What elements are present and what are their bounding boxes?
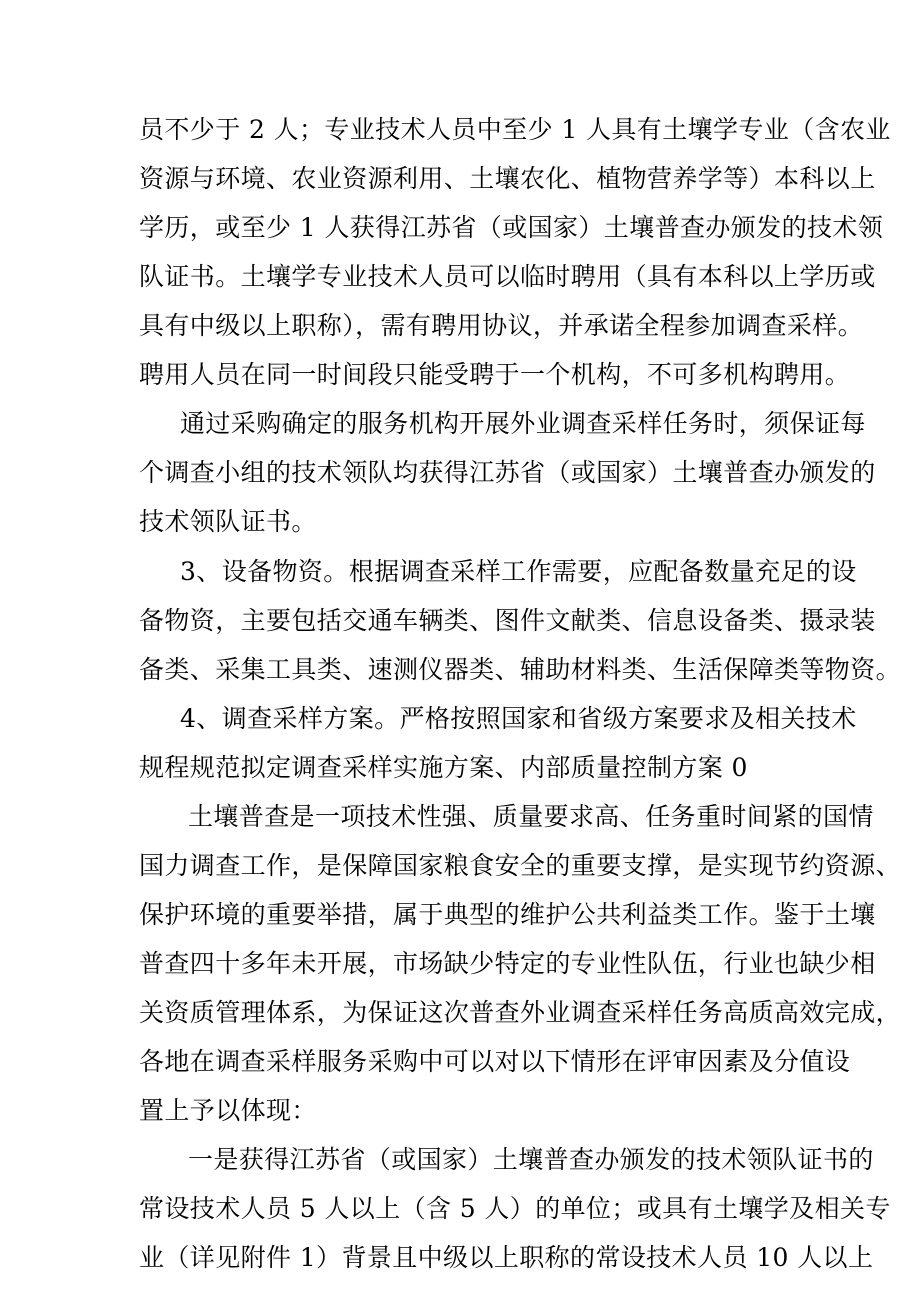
- text-line: 业（详见附件 1）背景且中级以上职称的常设技术人员 10 人以上: [139, 1243, 874, 1272]
- text-line: 备类、采集工具类、速测仪器类、辅助材料类、生活保障类等物资。: [139, 655, 902, 684]
- text-line: 聘用人员在同一时间段只能受聘于一个机构，不可多机构聘用。: [139, 360, 851, 389]
- text-line: 置上予以体现：: [139, 1096, 317, 1125]
- text-line: 国力调查工作，是保障国家粮食安全的重要支撑，是实现节约资源、: [139, 851, 902, 880]
- text-line: 规程规范拟定调查采样实施方案、内部质量控制方案 0: [139, 753, 748, 782]
- text-line: 学历，或至少 1 人获得江苏省（或国家）土壤普查办颁发的技术领: [139, 213, 884, 242]
- text-line: 常设技术人员 5 人以上（含 5 人）的单位；或具有土壤学及相关专: [139, 1194, 891, 1223]
- text-line: 具有中级以上职称），需有聘用协议，并承诺全程参加调查采样。: [139, 311, 864, 340]
- text-line: 普查四十多年未开展，市场缺少特定的专业性队伍，行业也缺少相: [139, 949, 876, 978]
- text-line: 通过采购确定的服务机构开展外业调查采样任务时，须保证每: [180, 409, 866, 438]
- text-line: 个调查小组的技术领队均获得江苏省（或国家）土壤普查办颁发的: [139, 458, 876, 487]
- text-line: 关资质管理体系，为保证这次普查外业调查采样任务高质高效完成，: [139, 998, 902, 1027]
- text-line: 保护环境的重要举措，属于典型的维护公共利益类工作。鉴于土壤: [139, 900, 876, 929]
- text-line: 队证书。土壤学专业技术人员可以临时聘用（具有本科以上学历或: [139, 262, 876, 291]
- text-line: 资源与环境、农业资源利用、土壤农化、植物营养学等）本科以上: [139, 164, 876, 193]
- text-line: 一是获得江苏省（或国家）土壤普查办颁发的技术领队证书的: [188, 1145, 874, 1174]
- text-line: 各地在调查采样服务采购中可以对以下情形在评审因素及分值设: [139, 1047, 851, 1076]
- text-line: 3、设备物资。根据调查采样工作需要，应配备数量充足的设: [180, 557, 857, 586]
- text-line: 员不少于 2 人；专业技术人员中至少 1 人具有土壤学专业（含农业: [139, 115, 891, 144]
- text-line: 土壤普查是一项技术性强、质量要求高、任务重时间紧的国情: [188, 802, 874, 831]
- text-line: 技术领队证书。: [139, 507, 317, 536]
- text-line: 备物资，主要包括交通车辆类、图件文献类、信息设备类、摄录装: [139, 606, 876, 635]
- text-line: 4、调查采样方案。严格按照国家和省级方案要求及相关技术: [180, 704, 857, 733]
